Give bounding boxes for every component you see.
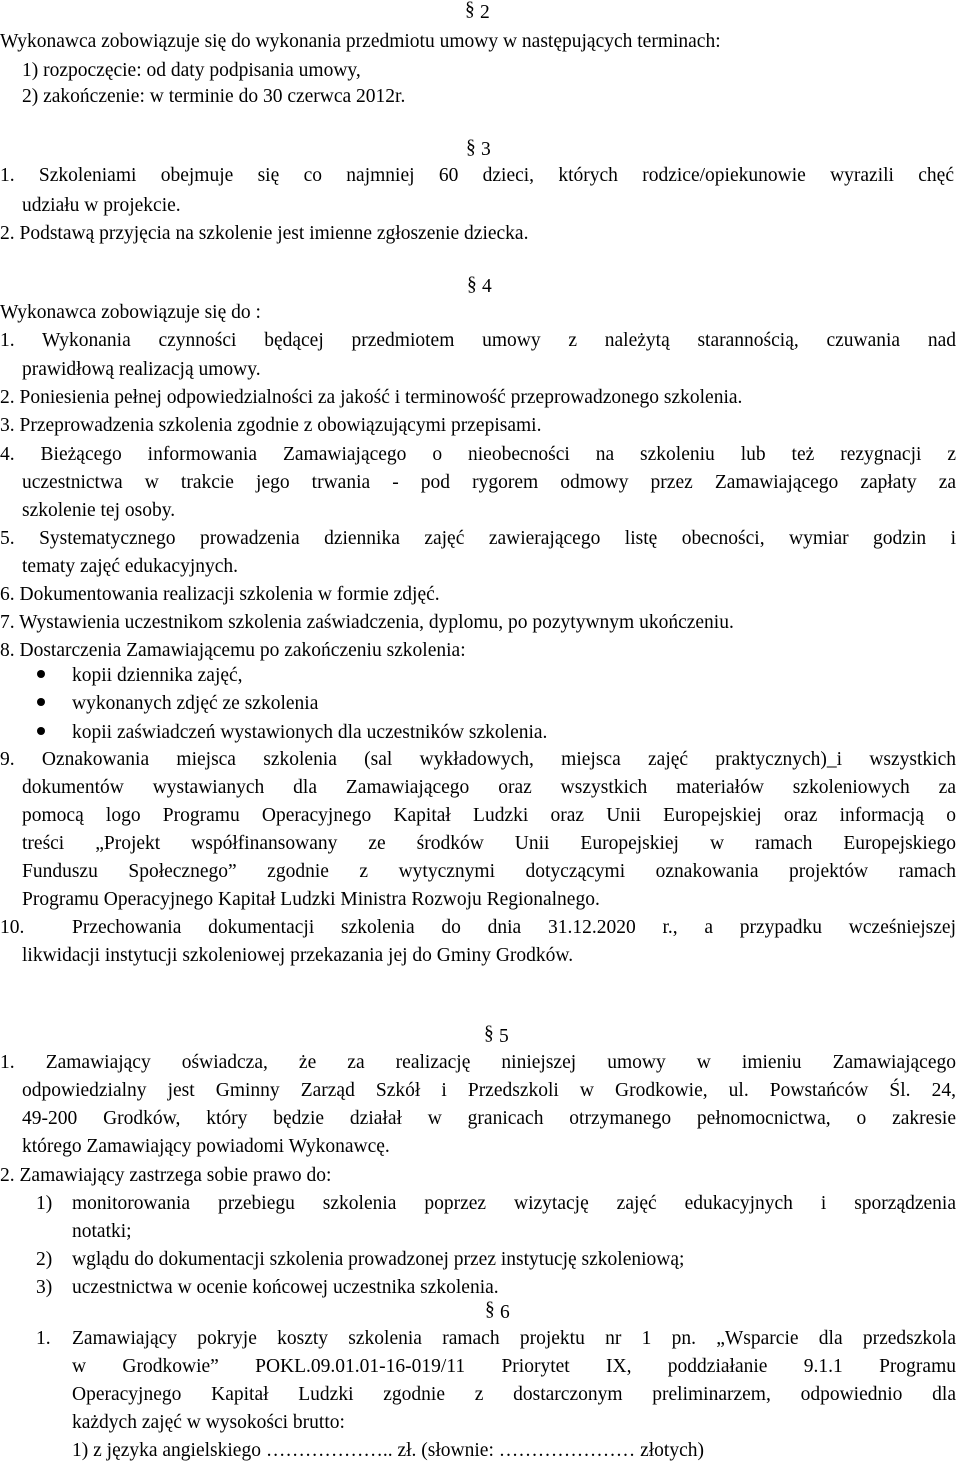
section4-item9-line3: pomocą logo Programu Operacyjnego Kapitał Ludzki oraz Unii Europejskiej oraz informacją o (22, 805, 956, 826)
section5-p1-line4: którego Zamawiający powiadomi Wykonawcę. (22, 1136, 390, 1157)
section4-item9-line1: 9. Oznakowania miejsca szkolenia (sal wykładowych, miejsca zajęć praktycznych)_i wszystkich (0, 749, 956, 770)
section-heading-4: 4 (482, 276, 492, 297)
section4-item1-line2: prawidłową realizacją umowy. (22, 359, 261, 380)
section2-item-2: 2) zakończenie: w terminie do 30 czerwca 2012r. (22, 86, 406, 107)
section-heading-3: 3 (481, 139, 491, 160)
section4-item1-line1: 1. Wykonania czynności będącej przedmiotem umowy z należytą starannością, czuwania nad (0, 330, 956, 351)
section6-p1-line4: każdych zajęć w wysokości brutto: (72, 1412, 345, 1433)
section-heading-2: 2 (480, 2, 490, 23)
section4-item9-line2: dokumentów wystawianych dla Zamawiającego oraz wszystkich materiałów szkoleniowych za (22, 777, 956, 798)
section3-p2: 2. Podstawą przyjęcia na szkolenie jest imienne zgłoszenie dziecka. (0, 223, 529, 244)
section-sign-6: § (485, 1299, 495, 1320)
section4-item5-line1: 5. Systematycznego prowadzenia dziennika zajęć zawierającego listę obecności, wymiar godzin i (0, 528, 956, 549)
section5-p1-line3: 49-200 Grodków, który będzie działał w granicach otrzymanego pełnomocnictwa, o zakresie (22, 1108, 956, 1129)
section4-bullet-3: kopii zaświadczeń wystawionych dla uczestników szkolenia. (72, 722, 548, 743)
section-heading-5: 5 (499, 1026, 509, 1047)
section5-r3: uczestnictwa w ocenie końcowej uczestnika szkolenia. (72, 1277, 499, 1298)
section-sign-5: § (484, 1023, 494, 1044)
section5-p1-line1: 1. Zamawiający oświadcza, że za realizację niniejszej umowy w imieniu Zamawiającego (0, 1052, 956, 1073)
section5-r2: wglądu do dokumentacji szkolenia prowadzonej przez instytucję szkoleniową; (72, 1249, 685, 1270)
section6-p1-line5: 1) z języka angielskiego ……………….. zł. (słownie: ………………… złotych) (72, 1440, 704, 1461)
section3-p1-line2: udziału w projekcie. (22, 195, 181, 216)
section-sign-3: § (466, 137, 476, 158)
section4-item7: 7. Wystawienia uczestnikom szkolenia zaświadczenia, dyplomu, po pozytywnym ukończeniu. (0, 612, 734, 633)
bullet-icon (37, 698, 45, 706)
section2-intro: Wykonawca zobowiązuje się do wykonania przedmiotu umowy w następujących terminach: (0, 31, 721, 52)
section5-p1-line2: odpowiedzialny jest Gminny Zarząd Szkół i Przedszkoli w Grodkowie, ul. Powstańców Śl. 24, (22, 1080, 956, 1101)
section6-p1-line2: w Grodkowie” POKL.09.01.01-16-019/11 Priorytet IX, poddziałanie 9.1.1 Programu (72, 1356, 956, 1377)
section6-p1-line1: Zamawiający pokryje koszty szkolenia ramach projektu nr 1 pn. „Wsparcie dla przedszkola (72, 1328, 956, 1349)
section4-item4-line2: uczestnictwa w trakcie jego trwania - pod rygorem odmowy przez Zamawiającego zapłaty za (22, 472, 956, 493)
bullet-icon (37, 727, 45, 735)
section6-p1-number: 1. (36, 1328, 51, 1349)
section4-item6: 6. Dokumentowania realizacji szkolenia w formie zdjęć. (0, 584, 440, 605)
section4-item5-line2: tematy zajęć edukacyjnych. (22, 556, 239, 577)
section4-bullet-1: kopii dziennika zajęć, (72, 665, 243, 686)
bullet-icon (37, 670, 45, 678)
section-sign-4: § (467, 274, 477, 295)
section4-item9-line4: treści „Projekt współfinansowany ze środków Unii Europejskiej w ramach Europejskiego (22, 833, 956, 854)
section5-r1-number: 1) (36, 1193, 53, 1214)
section6-p1-line3: Operacyjnego Kapitał Ludzki zgodnie z dostarczonym preliminarzem, odpowiednio dla (72, 1384, 956, 1405)
section5-p2: 2. Zamawiający zastrzega sobie prawo do: (0, 1165, 332, 1186)
section-sign-2: § (465, 0, 475, 20)
section4-item10-line2: likwidacji instytucji szkoleniowej przekazania jej do Gminy Grodków. (22, 945, 574, 966)
section5-r2-number: 2) (36, 1249, 53, 1270)
section4-item9-line6: Programu Operacyjnego Kapitał Ludzki Ministra Rozwoju Regionalnego. (22, 889, 600, 910)
section4-bullet-2: wykonanych zdjęć ze szkolenia (72, 693, 319, 714)
section-heading-6: 6 (500, 1302, 510, 1323)
section4-item10-number: 10. (0, 917, 25, 938)
section5-r1-line1: monitorowania przebiegu szkolenia poprzez wizytację zajęć edukacyjnych i sporządzenia (72, 1193, 956, 1214)
section4-item4-line1: 4. Bieżącego informowania Zamawiającego o nieobecności na szkoleniu lub też rezygnacji z (0, 444, 956, 465)
section4-item9-line5: Funduszu Społecznego” zgodnie z wytycznymi dotyczącymi oznakowania projektów ramach (22, 861, 956, 882)
section4-item8: 8. Dostarczenia Zamawiającemu po zakończeniu szkolenia: (0, 640, 466, 661)
section4-item10-line1: Przechowania dokumentacji szkolenia do dnia 31.12.2020 r., a przypadku wcześniejszej (72, 917, 956, 938)
section3-p1-line1: 1. Szkoleniami obejmuje się co najmniej 60 dzieci, których rodzice/opiekunowie wyrazili chęć (0, 165, 954, 186)
section4-item2: 2. Poniesienia pełnej odpowiedzialności za jakość i terminowość przeprowadzonego szkolenia. (0, 387, 743, 408)
section5-r1-line2: notatki; (72, 1221, 132, 1242)
section4-intro: Wykonawca zobowiązuje się do : (0, 302, 261, 323)
section4-item4-line3: szkolenie tej osoby. (22, 500, 176, 521)
section5-r3-number: 3) (36, 1277, 53, 1298)
section4-item3: 3. Przeprowadzenia szkolenia zgodnie z obowiązującymi przepisami. (0, 415, 542, 436)
section2-item-1: 1) rozpoczęcie: od daty podpisania umowy, (22, 60, 361, 81)
